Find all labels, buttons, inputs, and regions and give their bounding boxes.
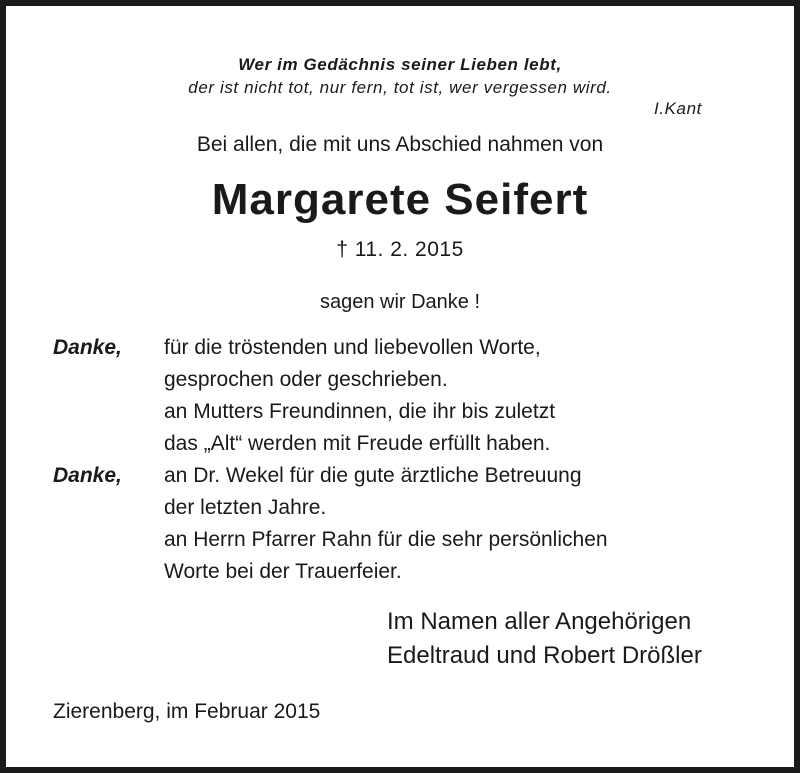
thanks-2-line-3: an Herrn Pfarrer Rahn für die sehr persönlichen — [164, 528, 608, 551]
thanks-1-line-3: an Mutters Freundinnen, die ihr bis zuletzt — [164, 400, 556, 423]
thanks-block-1 — [164, 332, 555, 460]
deceased-name: Margarete Seifert — [211, 175, 589, 224]
thanks-1-line-1: für die tröstenden und liebevollen Worte, — [164, 336, 541, 359]
thanks-1-line-4: das „Alt“ werden mit Freude erfüllt haben. — [164, 432, 551, 455]
motto-line-2: der ist nicht tot, nur fern, tot ist, wer vergessen wird. — [188, 78, 612, 97]
signature-line-2: Edeltraud und Robert Drößler — [387, 642, 702, 669]
death-date: † 11. 2. 2015 — [336, 238, 464, 261]
thanks-intro: sagen wir Danke ! — [319, 291, 481, 313]
thanks-1-line-2: gesprochen oder geschrieben. — [164, 368, 448, 391]
thanks-2-line-2: der letzten Jahre. — [164, 496, 327, 519]
intro-text: Bei allen, die mit uns Abschied nahmen von — [196, 133, 604, 156]
thanks-2-line-4: Worte bei der Trauerfeier. — [164, 560, 402, 583]
thanks-label-2: Danke, — [53, 464, 122, 487]
signature-line-1: Im Namen aller Angehörigen — [387, 608, 692, 635]
motto-line-1: Wer im Gedächnis seiner Lieben lebt, — [238, 55, 562, 74]
thanks-block-2 — [164, 460, 608, 588]
motto-author: I.Kant — [653, 99, 702, 118]
thanks-label-1: Danke, — [53, 336, 122, 359]
thanks-2-line-1: an Dr. Wekel für die gute ärztliche Betreuung — [164, 464, 582, 487]
place-date: Zierenberg, im Februar 2015 — [53, 700, 321, 723]
